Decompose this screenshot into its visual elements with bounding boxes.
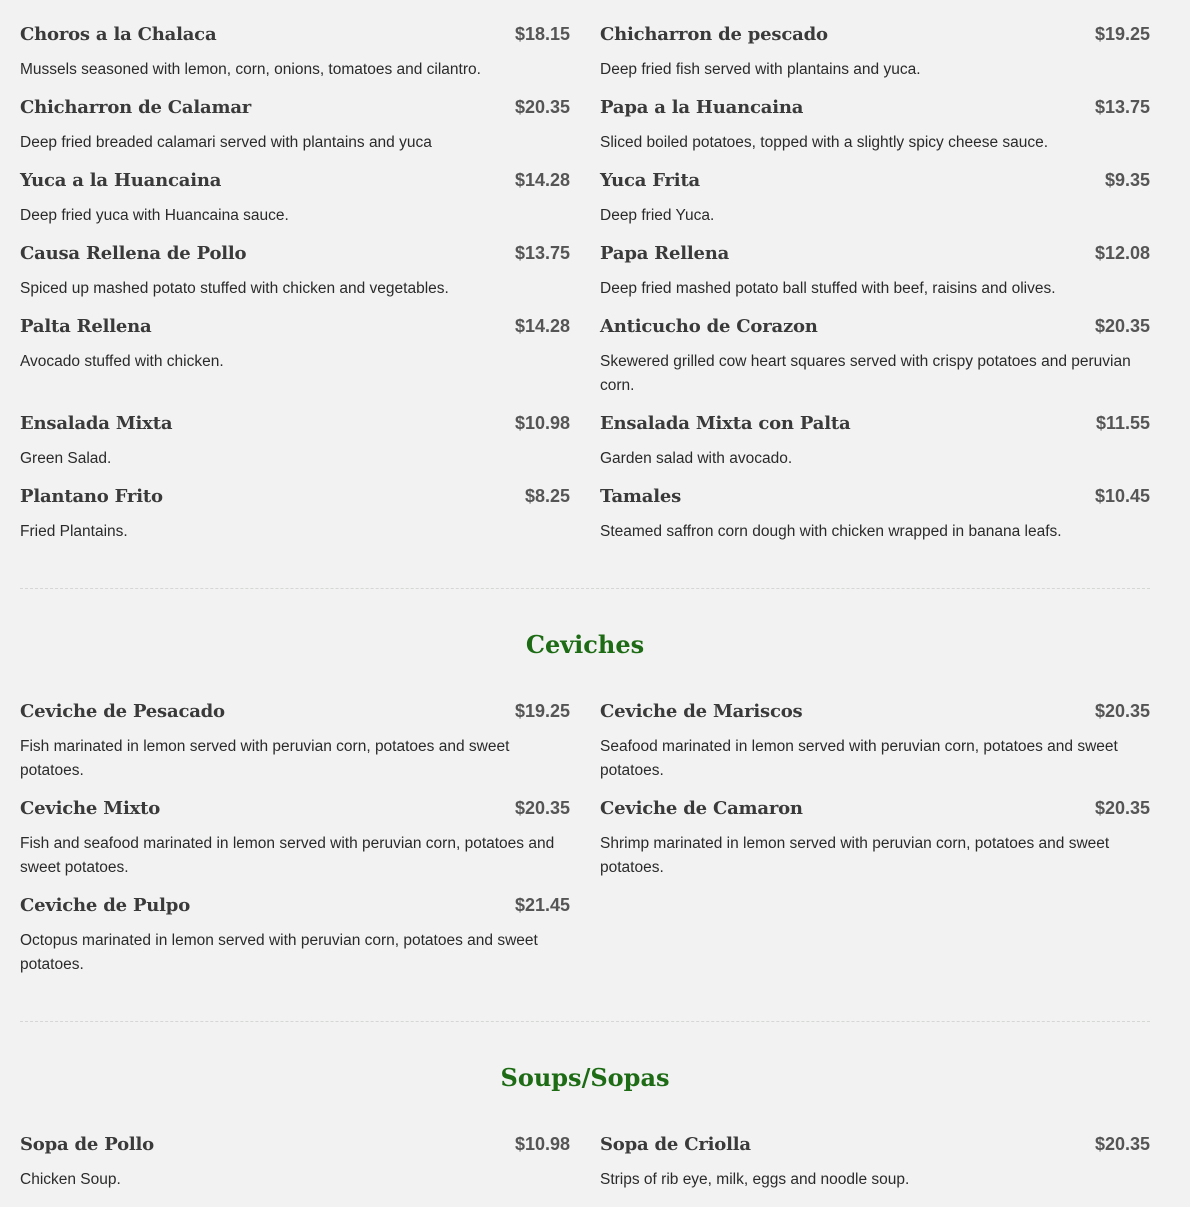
section-title-ceviches: Ceviches: [525, 630, 645, 659]
item-name: Choros a la Chalaca: [20, 24, 217, 45]
appetizers-grid: [20, 24, 1150, 559]
menu-item: [20, 316, 570, 398]
item-name: Tamales: [600, 486, 682, 507]
menu-item: [20, 413, 570, 471]
item-price: $14.28: [514, 170, 570, 190]
item-price: $11.55: [1095, 413, 1150, 433]
item-price: $12.08: [1094, 243, 1150, 263]
menu-item: [20, 170, 570, 228]
item-description: Fish marinated in lemon served with peruvian corn, potatoes and sweet potatoes.: [20, 738, 510, 779]
item-price: $20.35: [1094, 316, 1150, 336]
menu-item: [600, 24, 1150, 82]
item-description: Octopus marinated in lemon served with peruvian corn, potatoes and sweet potatoes.: [20, 932, 538, 973]
menu-item: [600, 486, 1150, 544]
menu-item: [600, 798, 1150, 880]
item-price: $18.15: [514, 24, 570, 44]
item-price: $14.28: [514, 316, 570, 336]
item-description: Sliced boiled potatoes, topped with a slightly spicy cheese sauce.: [600, 134, 1049, 151]
item-description: Chicken Soup.: [20, 1171, 121, 1188]
menu-item: [600, 170, 1150, 228]
menu-item: [600, 316, 1150, 398]
item-description: Deep fried mashed potato ball stuffed with beef, raisins and olives.: [600, 280, 1056, 297]
menu-item: [600, 701, 1150, 783]
item-price: $19.25: [514, 701, 570, 721]
section-divider: [20, 1021, 1150, 1022]
item-description: Spiced up mashed potato stuffed with chicken and vegetables.: [20, 280, 449, 297]
item-name: Anticucho de Corazon: [600, 316, 818, 337]
item-name: Ceviche de Pulpo: [20, 895, 190, 916]
item-name: Yuca Frita: [600, 170, 701, 191]
soups-grid: [20, 1134, 1150, 1207]
item-description: Skewered grilled cow heart squares served with crispy potatoes and peruvian corn.: [600, 353, 1131, 394]
item-price: $19.25: [1094, 24, 1150, 44]
item-name: Yuca a la Huancaina: [20, 170, 222, 191]
menu-item: [20, 486, 570, 544]
item-price: $20.35: [514, 97, 570, 117]
item-description: Strips of rib eye, milk, eggs and noodle soup.: [600, 1171, 910, 1188]
item-name: Sopa de Pollo: [20, 1134, 154, 1155]
item-description: Deep fried yuca with Huancaina sauce.: [20, 207, 289, 224]
item-price: $10.98: [514, 413, 570, 433]
menu-item: [20, 97, 570, 155]
item-description: Mussels seasoned with lemon, corn, onions, tomatoes and cilantro.: [20, 61, 481, 78]
item-name: Chicharron de pescado: [600, 24, 828, 45]
item-price: $10.98: [514, 1134, 570, 1154]
item-price: $20.35: [514, 798, 570, 818]
item-description: Deep fried breaded calamari served with plantains and yuca: [20, 134, 432, 151]
item-name: Ceviche Mixto: [20, 798, 161, 819]
menu-item: [20, 1134, 570, 1192]
item-price: $20.35: [1094, 1134, 1150, 1154]
item-description: Fried Plantains.: [20, 523, 128, 540]
item-description: Green Salad.: [20, 450, 112, 467]
item-name: Papa Rellena: [600, 243, 730, 264]
item-price: $10.45: [1094, 486, 1150, 506]
item-description: Fish and seafood marinated in lemon served with peruvian corn, potatoes and sweet potatoes.: [20, 835, 555, 876]
item-name: Palta Rellena: [20, 316, 152, 337]
menu-item: [600, 97, 1150, 155]
menu-item: [600, 1134, 1150, 1192]
item-name: Ensalada Mixta con Palta: [600, 413, 851, 434]
item-name: Ceviche de Mariscos: [600, 701, 803, 722]
item-price: $8.25: [524, 486, 570, 506]
item-name: Papa a la Huancaina: [600, 97, 804, 118]
menu-item: [600, 243, 1150, 301]
item-price: $9.35: [1104, 170, 1150, 190]
item-name: Plantano Frito: [20, 486, 163, 507]
item-price: $21.45: [514, 895, 570, 915]
item-name: Ensalada Mixta: [20, 413, 173, 434]
section-divider: [20, 588, 1150, 589]
menu-item: [600, 413, 1150, 471]
item-description: Shrimp marinated in lemon served with peruvian corn, potatoes and sweet potatoes.: [600, 835, 1110, 876]
item-name: Ceviche de Pesacado: [20, 701, 225, 722]
item-description: Steamed saffron corn dough with chicken wrapped in banana leafs.: [600, 523, 1062, 540]
menu-item: [20, 701, 570, 783]
menu-item: [20, 24, 570, 82]
ceviches-grid: [20, 701, 1150, 992]
menu-item: [20, 798, 570, 880]
item-description: Avocado stuffed with chicken.: [20, 353, 224, 370]
item-price: $20.35: [1094, 701, 1150, 721]
item-name: Chicharron de Calamar: [20, 97, 252, 118]
menu-item: [20, 895, 570, 977]
item-description: Seafood marinated in lemon served with peruvian corn, potatoes and sweet potatoes.: [600, 738, 1118, 779]
item-description: Garden salad with avocado.: [600, 450, 793, 467]
item-description: Deep fried Yuca.: [600, 207, 715, 224]
item-name: Sopa de Criolla: [600, 1134, 751, 1155]
item-price: $13.75: [1094, 97, 1150, 117]
item-price: $20.35: [1094, 798, 1150, 818]
menu-page: [20, 0, 1150, 1207]
section-title-soups: Soups/Sopas: [500, 1063, 670, 1092]
item-description: Deep fried fish served with plantains and yuca.: [600, 61, 921, 78]
item-name: Ceviche de Camaron: [600, 798, 803, 819]
menu-item: [20, 243, 570, 301]
item-name: Causa Rellena de Pollo: [20, 243, 247, 264]
item-price: $13.75: [514, 243, 570, 263]
